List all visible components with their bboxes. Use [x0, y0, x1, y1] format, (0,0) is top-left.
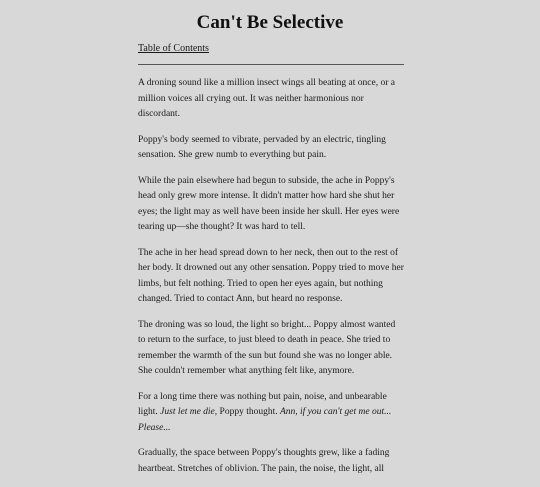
paragraph-text: Gradually, the space between Poppy's thoughts grew, like a fading heartbeat. Stretches of oblivion. The pain, the noise, the light, all — [138, 448, 390, 474]
paragraph-text: For a long time there was nothing but pain, noise, and unbearable light. — [138, 391, 387, 417]
paragraph-text: A droning sound like a million insect wings all beating at once, or a million voices all crying out. It was neither harmonious nor discordant. — [138, 78, 395, 119]
paragraph-text: The ache in her head spread down to her neck, then out to the rest of her body. It drowned out any other sensation. Poppy tried to move her limbs, but felt nothing. Tried to open her eyes again, but nothing changed. Tried to contact Ann, but heard no response. — [138, 247, 404, 304]
paragraph-text: The droning was so loud, the light so bright... Poppy almost wanted to return to the surface, to just bleed to death in peace. She tried to remember the warmth of the sun but found she was no longer able. She couldn't remember what anything felt like, anymore. — [138, 319, 396, 376]
divider — [138, 64, 404, 65]
story-paragraph — [138, 246, 404, 308]
story-body — [138, 76, 404, 477]
story-paragraph — [138, 133, 404, 164]
story-column — [138, 38, 404, 487]
story-paragraph — [138, 446, 404, 477]
paragraph-text: Poppy's body seemed to vibrate, pervaded by an electric, tingling sensation. She grew numb to everything but pain. — [138, 134, 386, 160]
page-title: Can't Be Selective — [196, 12, 344, 33]
italic-text: Just let me die, — [160, 407, 218, 417]
paragraph-text: Poppy thought. — [217, 407, 280, 417]
paragraph-text: While the pain elsewhere had begun to subside, the ache in Poppy's head only grew more intense. It didn't matter how hard she shut her eyes; the light may as well have been inside her skull. Her eyes were tearing up—she thought? It was hard to tell. — [138, 175, 400, 232]
italic-text: Ann, if you can't get me out... Please... — [138, 407, 392, 433]
story-paragraph — [138, 318, 404, 380]
table-of-contents-link[interactable]: Table of Contents — [138, 43, 209, 54]
story-paragraph — [138, 76, 404, 123]
story-paragraph — [138, 174, 404, 236]
story-paragraph — [138, 390, 404, 437]
